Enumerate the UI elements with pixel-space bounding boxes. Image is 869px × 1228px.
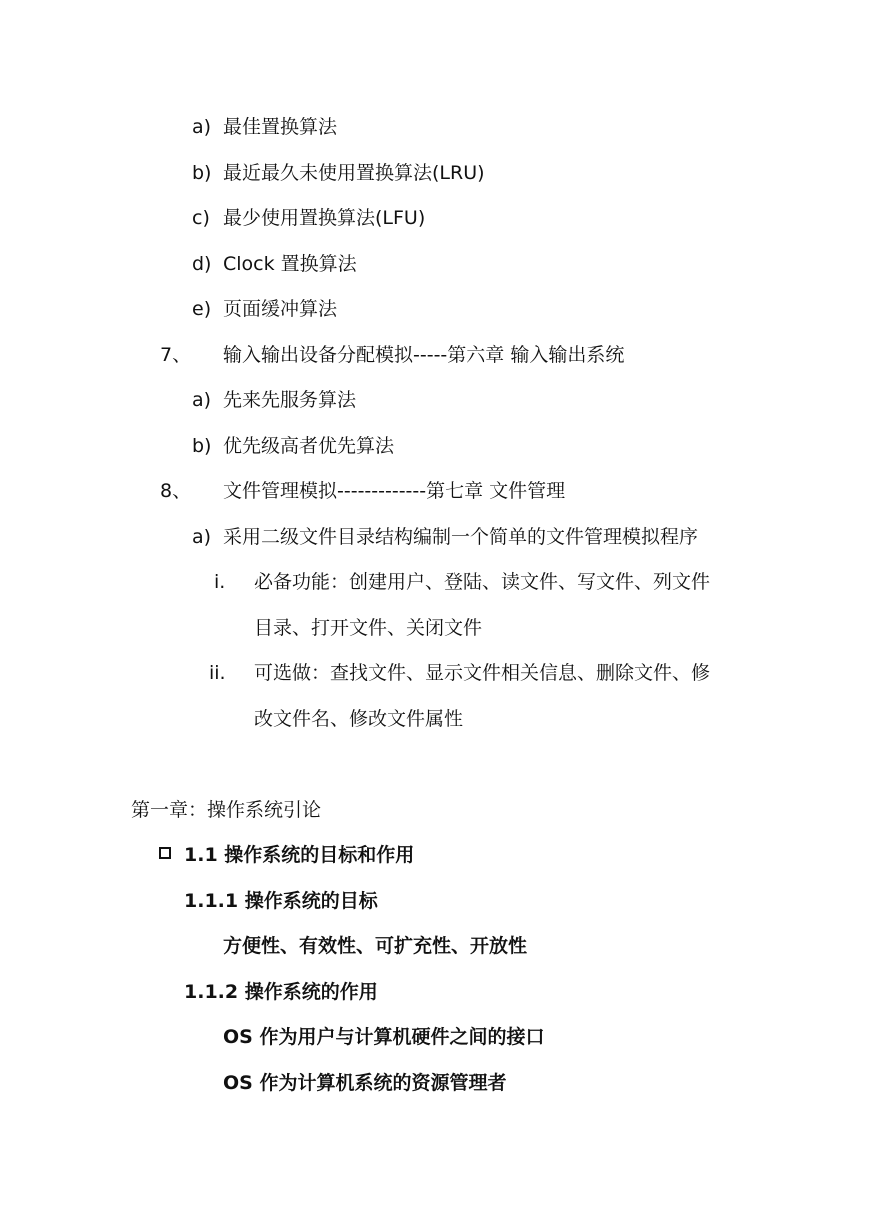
list-marker: b) <box>192 162 212 184</box>
role-text: OS 作为计算机系统的资源管理者 <box>223 1072 507 1094</box>
sublist-marker: i. <box>214 571 226 593</box>
sublist-item-continued: 目录、打开文件、关闭文件 <box>254 617 483 639</box>
sublist-item: 必备功能：创建用户、登陆、读文件、写文件、列文件 <box>254 571 711 593</box>
sublist-item: 可选做：查找文件、显示文件相关信息、删除文件、修 <box>254 662 711 684</box>
list-marker: d) <box>192 253 212 275</box>
heading-1-1: 1.1 操作系统的目标和作用 <box>184 844 415 866</box>
list-marker: e) <box>192 298 212 320</box>
goals-text: 方便性、有效性、可扩充性、开放性 <box>223 935 528 957</box>
list-item: 页面缓冲算法 <box>223 298 338 320</box>
heading-1-1-2: 1.1.2 操作系统的作用 <box>184 981 378 1003</box>
list-marker: a) <box>192 389 212 411</box>
section-heading: 文件管理模拟-------------第七章 文件管理 <box>223 480 566 502</box>
list-item: Clock 置换算法 <box>223 253 357 275</box>
list-item: 最佳置换算法 <box>223 116 338 138</box>
heading-1-1-1: 1.1.1 操作系统的目标 <box>184 890 378 912</box>
list-marker: c) <box>192 207 210 229</box>
checkbox-bullet-icon <box>159 847 171 859</box>
list-item: 最近最久未使用置换算法(LRU) <box>223 162 485 184</box>
role-text: OS 作为用户与计算机硬件之间的接口 <box>223 1026 545 1048</box>
list-marker: a) <box>192 116 212 138</box>
list-item: 采用二级文件目录结构编制一个简单的文件管理模拟程序 <box>223 526 699 548</box>
section-marker: 7、 <box>160 344 192 366</box>
list-item: 最少使用置换算法(LFU) <box>223 207 426 229</box>
sublist-marker: ii. <box>209 662 226 684</box>
list-item: 优先级高者优先算法 <box>223 435 395 457</box>
list-item: 先来先服务算法 <box>223 389 357 411</box>
list-marker: b) <box>192 435 212 457</box>
list-marker: a) <box>192 526 212 548</box>
section-marker: 8、 <box>160 480 192 502</box>
section-heading: 输入输出设备分配模拟-----第六章 输入输出系统 <box>223 344 625 366</box>
sublist-item-continued: 改文件名、修改文件属性 <box>254 708 464 730</box>
chapter-title: 第一章：操作系统引论 <box>131 799 322 821</box>
